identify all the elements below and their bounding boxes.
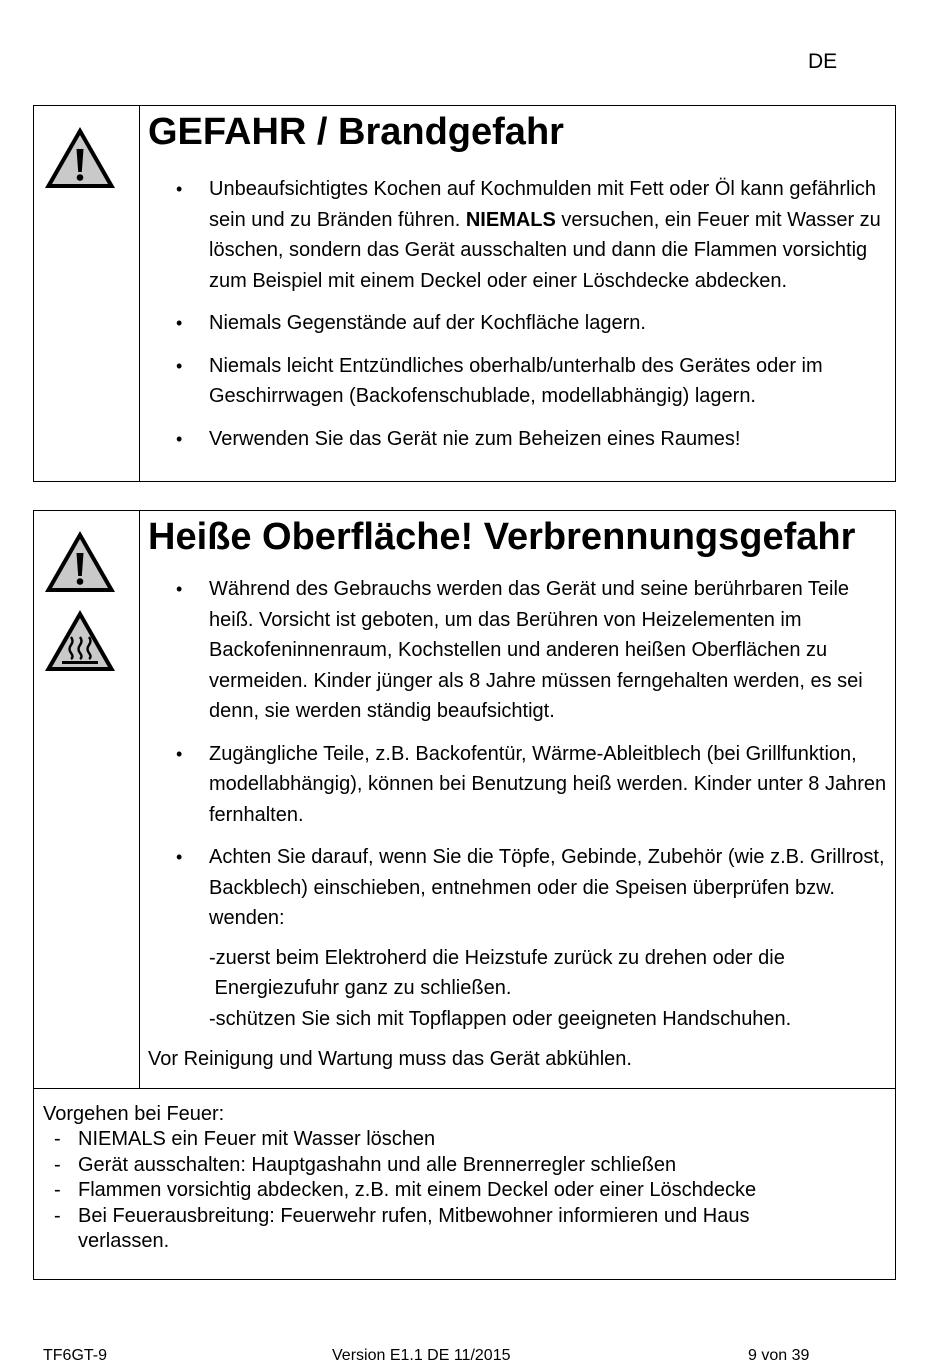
footer-page-number: 9 von 39: [748, 1347, 810, 1364]
footer-model: TF6GT-9: [43, 1347, 108, 1364]
hot-surface-icon-column: [34, 511, 140, 1088]
instruction-line: -zuerst beim Elektroherd die Heizstufe zurück zu drehen oder die: [209, 946, 785, 969]
list-item: - Bei Feuerausbreitung: Feuerwehr rufen, Mitbewohner informieren und Haus verlassen.: [52, 1204, 842, 1255]
hot-surface-instructions: [148, 943, 889, 1035]
warning-triangle-icon: [42, 528, 118, 596]
list-item: - NIEMALS ein Feuer mit Wasser löschen: [52, 1127, 842, 1153]
list-item-text: Unbeaufsichtigtes Kochen auf Kochmulden mit Fett oder Öl kann gefährlich sein und zu Bränden führen.: [209, 178, 877, 231]
hot-surface-icon: [42, 607, 118, 675]
fire-procedure-section: [34, 1088, 895, 1279]
footer-version: Version E1.1 DE 11/2015: [332, 1347, 511, 1364]
fire-procedure-title: Vorgehen bei Feuer:: [43, 1103, 225, 1125]
cooling-note: Vor Reinigung und Wartung muss das Gerät abkühlen.: [148, 1048, 632, 1070]
fire-hazard-list: [148, 174, 889, 454]
fire-hazard-box: [33, 105, 896, 482]
list-item: • Achten Sie darauf, wenn Sie die Töpfe, Gebinde, Zubehör (wie z.B. Grillrost, Backblech) einschieben, entnehmen oder die Speisen überprüfen bzw. wenden:: [148, 842, 889, 934]
hot-surface-box: [33, 510, 896, 1280]
list-item-text: versuchen, ein Feuer mit Wasser zu löschen, sondern das Gerät ausschalten und dann die Flammen vorsichtig zum Beispiel mit einem Deckel oder einer Löschdecke abdecken.: [209, 208, 881, 292]
list-item: • Verwenden Sie das Gerät nie zum Beheizen eines Raumes!: [148, 424, 889, 455]
list-item: - Gerät ausschalten: Hauptgashahn und alle Brennerregler schließen: [52, 1153, 842, 1179]
list-item: - Flammen vorsichtig abdecken, z.B. mit einem Deckel oder einer Löschdecke: [52, 1178, 842, 1204]
instruction-line: -schützen Sie sich mit Topflappen oder geeigneten Handschuhen.: [209, 1007, 792, 1030]
fire-hazard-title: GEFAHR / Brandgefahr: [148, 111, 564, 153]
hot-surface-list: [148, 574, 889, 934]
fire-procedure-list: [52, 1127, 842, 1255]
list-item-emphasis: NIEMALS: [465, 208, 556, 231]
list-item: • Niemals Gegenstände auf der Kochfläche lagern.: [148, 308, 889, 339]
list-item: • Zugängliche Teile, z.B. Backofentür, Wärme-Ableitblech (bei Grillfunktion, modellabhängig), können bei Benutzung heiß werden. Kinder unter 8 Jahren fernhalten.: [148, 739, 889, 831]
instruction-line: Energiezufuhr ganz zu schließen.: [209, 977, 512, 999]
fire-hazard-icon-column: [34, 106, 140, 481]
hot-surface-title: Heiße Oberfläche! Verbrennungsgefahr: [148, 516, 856, 558]
list-item: • Niemals leicht Entzündliches oberhalb/unterhalb des Gerätes oder im Geschirrwagen (Backofenschublade, modellabhängig) lagern.: [148, 351, 889, 412]
list-item: [148, 174, 889, 296]
hot-surface-content: [148, 511, 889, 1075]
list-item: • Während des Gebrauchs werden das Gerät und seine berührbaren Teile heiß. Vorsicht ist geboten, um das Berühren von Heizelementen im Backofeninnenraum, Kochstellen und anderen heißen Oberflächen zu vermeiden. Kinder jünger als 8 Jahre müssen ferngehalten werden, es sei denn, sie werden ständig beaufsichtigt.: [148, 574, 889, 727]
language-code: DE: [808, 50, 838, 73]
warning-triangle-icon: [42, 124, 118, 192]
fire-hazard-content: [148, 106, 889, 466]
